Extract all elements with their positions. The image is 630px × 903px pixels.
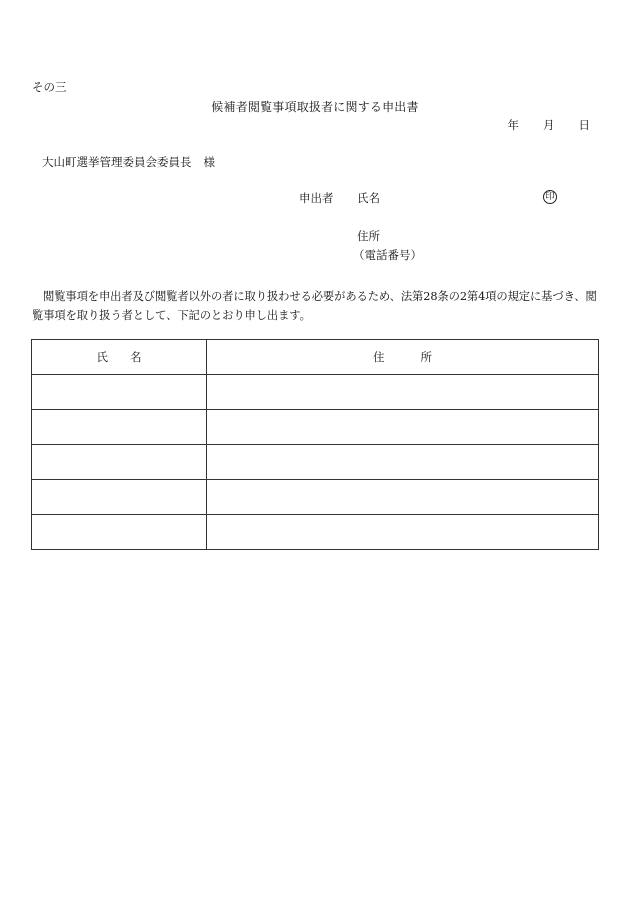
name-cell[interactable] [32,410,207,445]
addressee [42,157,215,169]
table-header-row [32,340,599,375]
address-header-char-1: 住 [373,350,385,364]
address-cell[interactable] [207,410,599,445]
address-cell[interactable] [207,480,599,515]
application-body-text: 閲覧事項を申出者及び閲覧者以外の者に取り扱わせる必要があるため、法第28条の2第4項の規定に基づき、閲覧事項を取り扱う者として、下記のとおり申し出ます。 [32,290,597,322]
name-cell[interactable] [32,375,207,410]
date-day-label: 日 [578,118,590,132]
address-cell[interactable] [207,375,599,410]
table-row [32,410,599,445]
table-row [32,515,599,550]
table-row [32,375,599,410]
date-line [508,120,591,132]
table-row [32,480,599,515]
applicant-label: 申出者 [299,191,334,205]
applicant-name-label: 氏名 [357,191,380,205]
addressee-name: 大山町選挙管理委員会委員長 [42,155,192,169]
name-cell[interactable] [32,480,207,515]
name-header-char-1: 氏 [96,350,108,364]
document-title: 候補者閲覧事項取扱者に関する申出書 [211,100,419,114]
name-cell[interactable] [32,445,207,480]
address-header-char-2: 所 [420,350,432,364]
name-column-header [32,340,207,375]
applicant-address-label: 住所 [357,229,380,243]
seal-mark: 印 [543,190,557,204]
address-cell[interactable] [207,445,599,480]
table-row [32,445,599,480]
name-header-char-2: 名 [130,350,142,364]
handler-table [31,339,599,550]
applicant-phone-label: （電話番号） [353,248,422,262]
name-cell[interactable] [32,515,207,550]
date-year-label: 年 [507,118,519,132]
addressee-honorific: 様 [203,155,215,169]
address-column-header [207,340,599,375]
address-cell[interactable] [207,515,599,550]
form-number: その三 [32,80,67,94]
date-month-label: 月 [543,118,555,132]
